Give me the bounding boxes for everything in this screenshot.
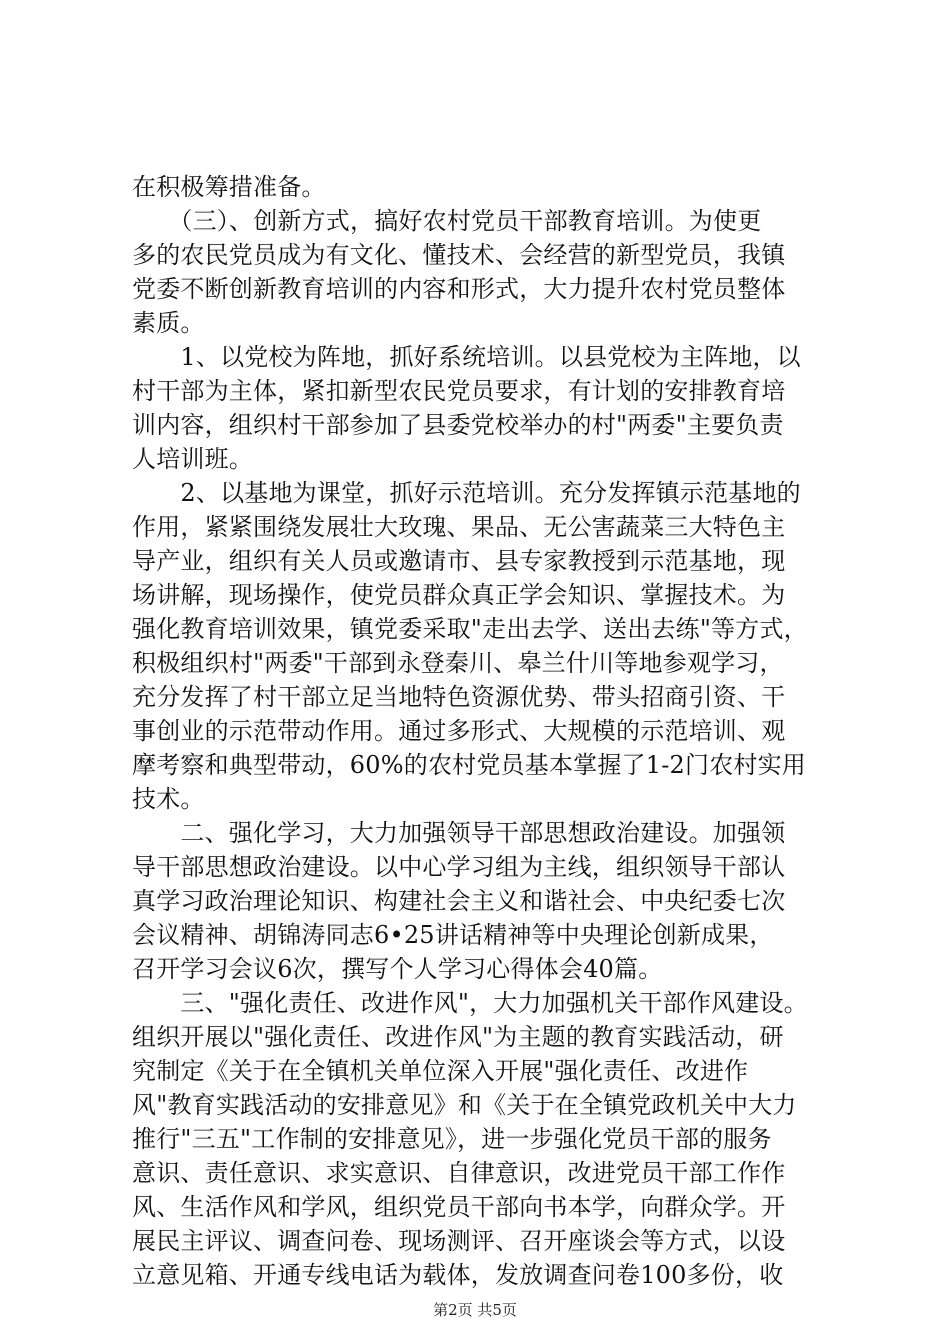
text-line: 事创业的示范带动作用。通过多形式、大规模的示范培训、观 — [132, 717, 786, 745]
text-line: 召开学习会议6次，撰写个人学习心得体会40篇。 — [132, 955, 663, 983]
page-number: 第2页 共5页 — [433, 1301, 517, 1319]
text-line: 风、生活作风和学风，组织党员干部向书本学，向群众学。开 — [132, 1193, 786, 1221]
text-line: 党委不断创新教育培训的内容和形式，大力提升农村党员整体 — [132, 275, 786, 303]
text-line: 素质。 — [132, 309, 205, 337]
text-line: 摩考察和典型带动，60%的农村党员基本掌握了1-2门农村实用 — [132, 751, 806, 779]
text-line: 推行"三五"工作制的安排意见》，进一步强化党员干部的服务 — [132, 1125, 772, 1153]
text-line: 风"教育实践活动的安排意见》和《关于在全镇党政机关中大力 — [132, 1091, 797, 1119]
text-line: 人培训班。 — [132, 445, 253, 473]
text-line: 真学习政治理论知识、构建社会主义和谐社会、中央纪委七次 — [132, 887, 786, 915]
text-line: 强化教育培训效果，镇党委采取"走出去学、送出去练"等方式， — [132, 615, 808, 643]
text-line: 会议精神、胡锦涛同志6•25讲话精神等中央理论创新成果， — [132, 921, 774, 949]
text-line: 意识、责任意识、求实意识、自律意识，改进党员干部工作作 — [132, 1159, 786, 1187]
text-line: 组织开展以"强化责任、改进作风"为主题的教育实践活动，研 — [132, 1023, 784, 1051]
text-line: 究制定《关于在全镇机关单位深入开展"强化责任、改进作 — [132, 1057, 749, 1085]
text-line: 1、以党校为阵地，抓好系统培训。以县党校为主阵地，以 — [132, 343, 801, 371]
text-line: 村干部为主体，紧扣新型农民党员要求，有计划的安排教育培 — [132, 377, 786, 405]
text-line: 作用，紧紧围绕发展壮大玫瑰、果品、无公害蔬菜三大特色主 — [132, 513, 786, 541]
text-line: 2、以基地为课堂，抓好示范培训。充分发挥镇示范基地的 — [132, 479, 801, 507]
text-line: 充分发挥了村干部立足当地特色资源优势、带头招商引资、干 — [132, 683, 786, 711]
text-line: 技术。 — [132, 785, 205, 813]
text-line: 多的农民党员成为有文化、懂技术、会经营的新型党员，我镇 — [132, 241, 786, 269]
text-line: 展民主评议、调查问卷、现场测评、召开座谈会等方式，以设 — [132, 1227, 786, 1255]
text-line: （三）、创新方式，搞好农村党员干部教育培训。为使更 — [132, 207, 762, 235]
text-line: 场讲解，现场操作，使党员群众真正学会知识、掌握技术。为 — [132, 581, 786, 609]
text-line: 积极组织村"两委"干部到永登秦川、皋兰什川等地参观学习， — [132, 649, 784, 677]
text-line: 在积极筹措准备。 — [132, 173, 326, 201]
text-line: 三、"强化责任、改进作风"，大力加强机关干部作风建设。 — [132, 989, 808, 1017]
text-line: 训内容，组织村干部参加了县委党校举办的村"两委"主要负责 — [132, 411, 784, 439]
text-line: 导产业，组织有关人员或邀请市、县专家教授到示范基地，现 — [132, 547, 786, 575]
text-line: 导干部思想政治建设。以中心学习组为主线，组织领导干部认 — [132, 853, 786, 881]
text-line: 二、强化学习，大力加强领导干部思想政治建设。加强领 — [132, 819, 786, 847]
text-line: 立意见箱、开通专线电话为载体，发放调查问卷100多份，收 — [132, 1261, 784, 1289]
